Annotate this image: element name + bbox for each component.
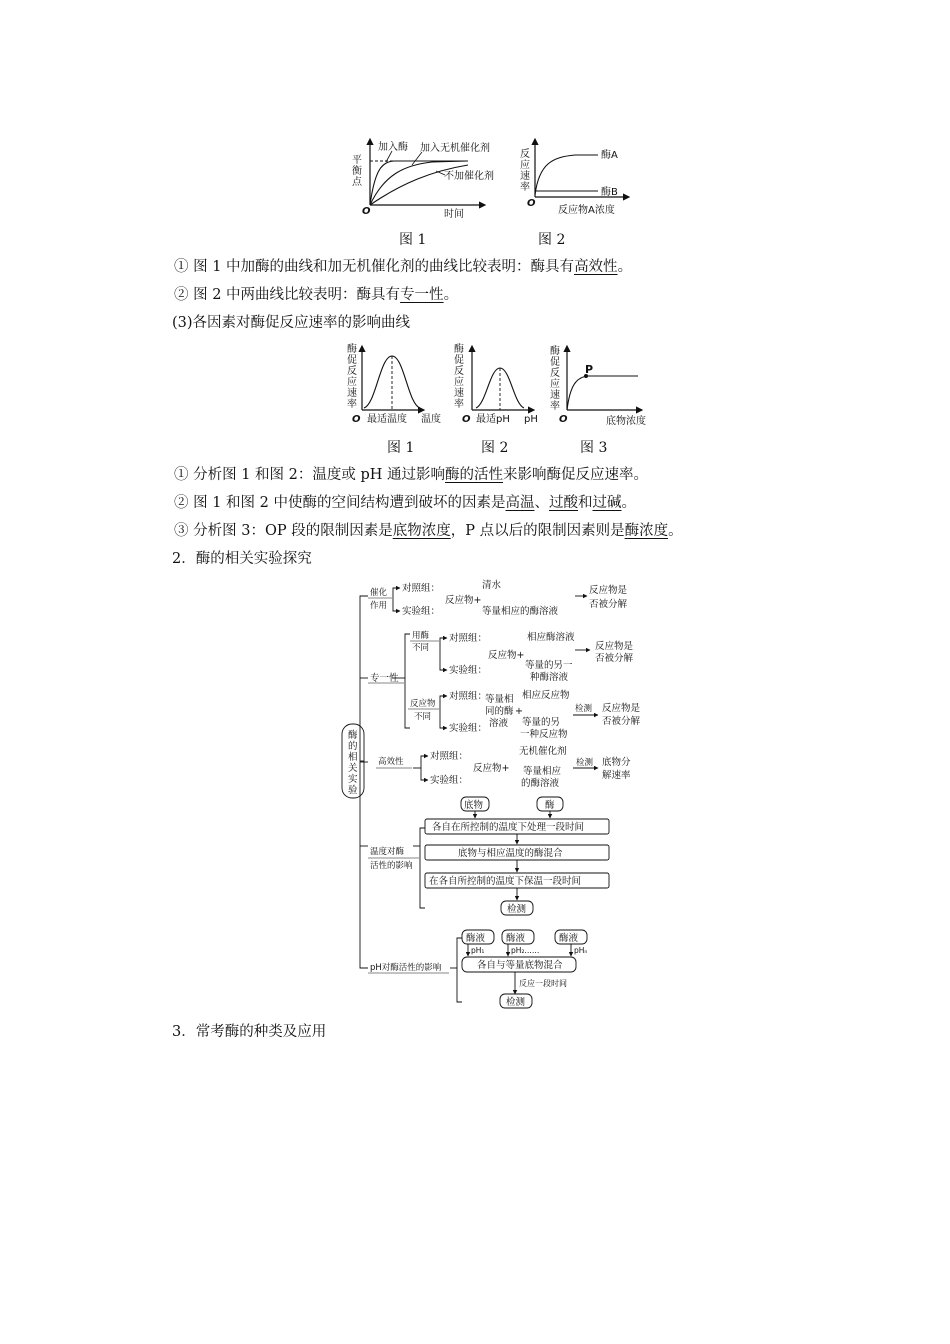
svg-text:解速率: 解速率 <box>602 770 631 781</box>
svg-text:率: 率 <box>550 401 560 412</box>
svg-text:酶: 酶 <box>348 730 358 741</box>
svg-text:对照组：: 对照组： <box>402 583 441 594</box>
svg-text:的酶溶液: 的酶溶液 <box>521 778 560 789</box>
curve-enzyme-a <box>535 155 598 195</box>
svg-text:O: O <box>462 414 471 425</box>
svg-text:各自在所控制的温度下处理一段时间: 各自在所控制的温度下处理一段时间 <box>432 822 585 833</box>
svg-text:温度对酶: 温度对酶 <box>370 847 405 857</box>
svg-text:速: 速 <box>550 390 560 401</box>
svg-text:相: 相 <box>348 752 358 763</box>
top-figures <box>350 135 640 225</box>
analysis-3: ③ 分析图 3：OP 段的限制因素是底物浓度，P 点以后的限制因素则是酶浓度。 <box>174 523 683 539</box>
svg-text:否被分解: 否被分解 <box>589 599 628 610</box>
fig2-origin: O <box>527 198 536 209</box>
svg-text:检测: 检测 <box>506 997 526 1008</box>
svg-text:酶: 酶 <box>454 344 464 355</box>
fig-ph-xlabel: pH <box>524 414 538 425</box>
fig1-ylabel-3: 点 <box>352 177 362 188</box>
svg-text:各自与等量底物混合: 各自与等量底物混合 <box>477 960 563 971</box>
experiment-diagram <box>330 578 660 1014</box>
svg-text:促: 促 <box>454 355 464 366</box>
analysis-2: ② 图 1 和图 2 中使酶的空间结构遭到破坏的因素是高温、过酸和过碱。 <box>174 495 636 511</box>
fig2-ylabel-2: 应 <box>520 160 530 171</box>
fig1-xlabel: 时间 <box>444 209 464 220</box>
fig2-label-a: 酶A <box>601 150 618 161</box>
svg-text:一种反应物: 一种反应物 <box>520 729 568 740</box>
svg-text:在各自所控制的温度下保温一段时间: 在各自所控制的温度下保温一段时间 <box>429 876 582 887</box>
figure-1-equilibrium <box>352 139 494 220</box>
answer-efficiency: 高效性 <box>574 259 618 275</box>
svg-text:O: O <box>352 414 361 425</box>
svg-text:应: 应 <box>347 377 357 388</box>
svg-text:关: 关 <box>348 763 358 774</box>
svg-text:反应物+: 反应物+ <box>473 763 510 774</box>
svg-text:相应反应物: 相应反应物 <box>522 690 570 701</box>
svg-text:实验组：: 实验组： <box>449 723 488 734</box>
svg-text:底物: 底物 <box>464 800 484 811</box>
svg-text:不同: 不同 <box>412 643 430 653</box>
svg-text:相应酶溶液: 相应酶溶液 <box>527 632 575 643</box>
answer-specificity: 专一性 <box>400 287 444 303</box>
svg-text:酶液: 酶液 <box>466 933 486 944</box>
svg-text:检测: 检测 <box>575 704 593 714</box>
caption-top-fig1: 图 1 <box>399 232 427 248</box>
svg-text:反应物是: 反应物是 <box>602 703 641 714</box>
svg-text:实验组：: 实验组： <box>402 606 441 617</box>
figure-2-specificity <box>520 139 629 216</box>
svg-text:否被分解: 否被分解 <box>602 716 641 727</box>
svg-text:O: O <box>559 414 568 425</box>
svg-text:实: 实 <box>348 774 358 785</box>
svg-text:速: 速 <box>347 388 357 399</box>
svg-text:对照组：: 对照组： <box>449 633 488 644</box>
fig-ph-optimum: 最适pH <box>476 414 510 425</box>
caption-mid-fig2: 图 2 <box>481 440 509 456</box>
svg-text:等量相应: 等量相应 <box>523 766 562 777</box>
fig2-ylabel-3: 速 <box>520 171 530 182</box>
svg-text:否被分解: 否被分解 <box>595 653 634 664</box>
caption-top-fig2: 图 2 <box>538 232 566 248</box>
svg-text:酶: 酶 <box>550 346 560 357</box>
svg-text:率: 率 <box>454 399 464 410</box>
svg-text:等量的另一: 等量的另一 <box>525 660 573 671</box>
middle-figures <box>340 342 660 432</box>
paragraph-specificity: ② 图 2 中两曲线比较表明：酶具有专一性。 <box>174 287 459 303</box>
fig1-ylabel-2: 衡 <box>352 166 362 177</box>
svg-text:对照组：: 对照组： <box>449 691 488 702</box>
svg-text:pHₙ: pHₙ <box>574 946 588 955</box>
svg-text:用酶: 用酶 <box>412 631 430 641</box>
svg-text:的: 的 <box>348 741 358 752</box>
caption-mid-fig1: 图 1 <box>387 440 415 456</box>
svg-text:验: 验 <box>348 785 358 796</box>
svg-text:速: 速 <box>454 388 464 399</box>
fig2-ylabel-4: 率 <box>520 182 530 193</box>
svg-text:应: 应 <box>550 379 560 390</box>
svg-text:实验组：: 实验组： <box>430 775 469 786</box>
svg-text:酶液: 酶液 <box>559 933 579 944</box>
svg-text:实验组：: 实验组： <box>449 665 488 676</box>
svg-text:反应一段时间: 反应一段时间 <box>519 979 567 988</box>
figure-temperature <box>347 342 441 425</box>
svg-text:底物分: 底物分 <box>602 757 631 768</box>
figure-substrate <box>550 344 646 427</box>
svg-text:+: + <box>515 706 523 717</box>
svg-text:反应物是: 反应物是 <box>589 585 628 596</box>
svg-text:反应物+: 反应物+ <box>488 650 525 661</box>
svg-text:对照组：: 对照组： <box>430 751 469 762</box>
fig-temp-optimum: 最适温度 <box>367 414 407 425</box>
fig2-label-b: 酶B <box>601 187 618 198</box>
fig1-label-none: 不加催化剂 <box>444 171 494 182</box>
heading-3-curves: (3)各因素对酶促反应速率的影响曲线 <box>172 315 411 331</box>
svg-text:清水: 清水 <box>482 580 502 591</box>
svg-text:反: 反 <box>550 368 560 379</box>
fig1-label-inorganic: 加入无机催化剂 <box>420 143 490 154</box>
heading-3-enzyme-types: 3．常考酶的种类及应用 <box>172 1024 327 1040</box>
svg-text:酶: 酶 <box>545 800 555 811</box>
paragraph-efficiency: ① 图 1 中加酶的曲线和加无机催化剂的曲线比较表明：酶具有高效性。 <box>174 259 633 275</box>
svg-text:pH₂……: pH₂…… <box>511 946 540 955</box>
svg-text:高效性: 高效性 <box>378 757 404 767</box>
svg-text:催化: 催化 <box>370 588 388 598</box>
svg-text:等量的另: 等量的另 <box>522 717 561 728</box>
svg-text:促: 促 <box>347 355 357 366</box>
svg-text:反: 反 <box>454 366 464 377</box>
svg-text:率: 率 <box>347 399 357 410</box>
fig1-ylabel-1: 平 <box>352 155 362 166</box>
fig2-xlabel: 反应物A浓度 <box>558 205 615 216</box>
svg-text:种酶溶液: 种酶溶液 <box>530 672 569 683</box>
figure-ph <box>454 342 538 425</box>
fig2-ylabel-1: 反 <box>520 149 530 160</box>
svg-text:活性的影响: 活性的影响 <box>370 861 413 871</box>
heading-2-experiments: 2．酶的相关实验探究 <box>172 551 312 567</box>
fig1-origin: O <box>362 206 371 217</box>
svg-text:作用: 作用 <box>370 601 388 611</box>
svg-text:底物与相应温度的酶混合: 底物与相应温度的酶混合 <box>458 848 563 859</box>
svg-text:反应物是: 反应物是 <box>595 641 634 652</box>
svg-text:促: 促 <box>550 357 560 368</box>
fig-temp-xlabel: 温度 <box>421 414 441 425</box>
analysis-1: ① 分析图 1 和图 2：温度或 pH 通过影响酶的活性来影响酶促反应速率。 <box>174 467 649 483</box>
svg-text:pH₁: pH₁ <box>471 946 485 955</box>
fig1-label-enzyme: 加入酶 <box>378 142 408 153</box>
svg-text:反应物: 反应物 <box>410 699 436 709</box>
svg-text:pH对酶活性的影响: pH对酶活性的影响 <box>370 963 442 973</box>
svg-text:无机催化剂: 无机催化剂 <box>519 746 567 757</box>
svg-text:应: 应 <box>454 377 464 388</box>
svg-text:检测: 检测 <box>576 758 594 768</box>
svg-text:同的酶: 同的酶 <box>485 706 514 717</box>
svg-text:反: 反 <box>347 366 357 377</box>
svg-text:溶液: 溶液 <box>489 718 509 729</box>
caption-mid-fig3: 图 3 <box>580 440 608 456</box>
svg-text:反应物+: 反应物+ <box>445 595 482 606</box>
svg-text:不同: 不同 <box>414 712 432 722</box>
svg-text:专一性: 专一性 <box>370 673 399 684</box>
svg-text:酶液: 酶液 <box>506 933 526 944</box>
svg-text:等量相应的酶溶液: 等量相应的酶溶液 <box>482 606 559 617</box>
fig-substrate-xlabel: 底物浓度 <box>606 416 646 427</box>
svg-text:等量相: 等量相 <box>485 694 514 705</box>
fig-substrate-point: P <box>585 363 594 376</box>
svg-text:酶: 酶 <box>347 344 357 355</box>
svg-text:检测: 检测 <box>507 904 527 915</box>
